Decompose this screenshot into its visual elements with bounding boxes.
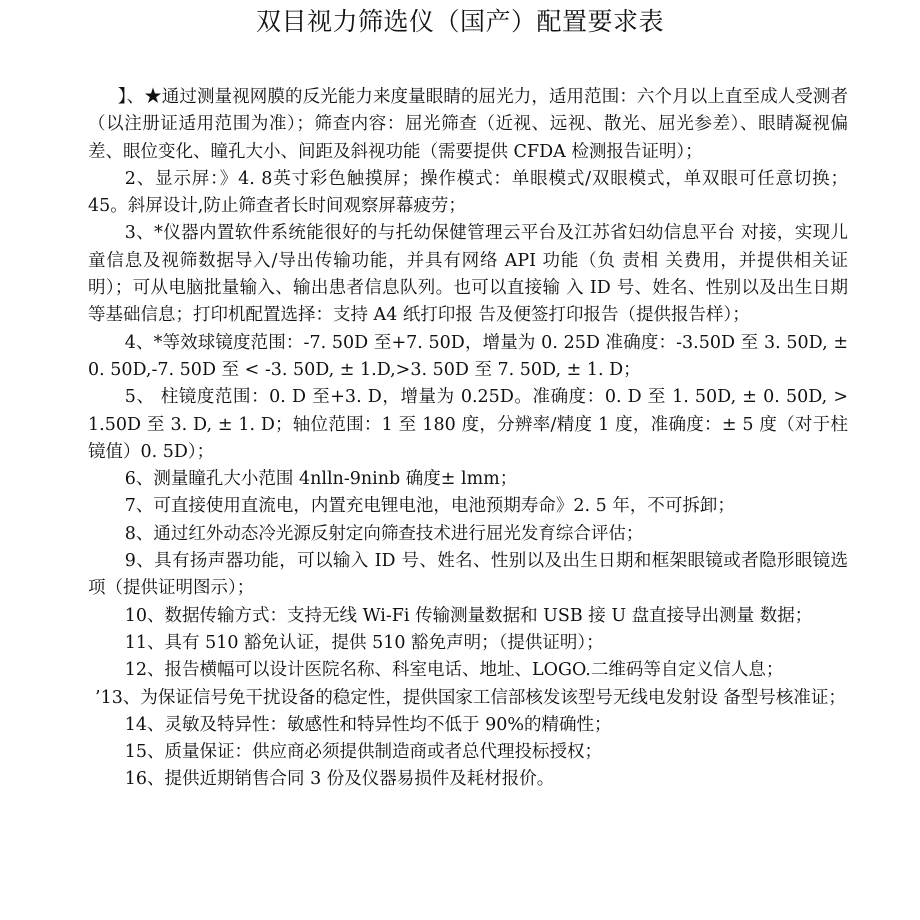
requirement-item-12: 12、报告横幅可以设计医院名称、科室电话、地址、LOGO.二维码等自定义信人息； — [124, 660, 784, 681]
requirement-item-9: 9、具有扬声器功能，可以输入 ID 号、姓名、性别以及出生日期和框架眼镜或者隐形眼镜选项（提供证明图示）； — [88, 551, 848, 599]
requirement-item-16: 16、提供近期销售合同 3 份及仪器易损件及耗材报价。 — [124, 769, 555, 790]
requirements-list — [88, 84, 848, 794]
requirement-item-3: 3、*仪器内置软件系统能很好的与托幼保健管理云平台及江苏省妇幼信息平台 对接，实现儿童信息及视筛数据导入/导出传输功能，并具有网络 API 功能（负 责相 关费用，并提供相关证明）；可从电脑批量输入、输出患者信息队列。也可以直接输 入 ID 号、姓名、性别以及出生日期等基础信息；打印机配置选择：支持 A4 纸打印报 告及便签打印报告（提供报告样）； — [88, 223, 848, 326]
requirement-item-11: 11、具有 510 豁免认证，提供 510 豁免声明；（提供证明）； — [124, 632, 604, 653]
document-title: 双目视力筛选仪（国产）配置要求表 — [255, 7, 664, 36]
requirement-item-7: 7、可直接使用直流电，内置充电锂电池，电池预期寿命》2. 5 年，不可拆卸； — [124, 496, 735, 517]
requirement-item-2: 2、显示屏：》4. 8英寸彩色触摸屏；操作模式：单眼模式/双眼模式，单双眼可任意切换；45。斜屏设计,防止筛查者长时间观察屏幕疲劳； — [88, 168, 848, 217]
requirement-item-15: 15、质量保证：供应商必须提供制造商或者总代理投标授权； — [124, 742, 603, 763]
requirement-item-14: 14、灵敏及特异性：敏感性和特异性均不低于 90%的精确性； — [124, 714, 612, 735]
requirement-item-1: 】、★通过测量视网膜的反光能力来度量眼睛的屈光力，适用范围：六个月以上直至成人受测者（以注册证适用范围为准）；筛查内容：屈光筛查（近视、远视、散光、屈光参差）、眼睛凝视偏差、眼位变化、瞳孔大小、间距及斜视功能（需要提供 CFDA 检测报告证明）； — [88, 87, 848, 162]
requirement-item-10: 10、数据传输方式：支持无线 Wi-Fi 传输测量数据和 USB 接 U 盘直接导出测量 数据； — [124, 605, 813, 626]
requirement-item-6: 6、测量瞳孔大小范围 4nlln-9ninb 确度± lmm； — [124, 469, 518, 490]
requirement-item-13: ’13、为保证信号免干扰设备的稳定性，提供国家工信部核发该型号无线电发射设 备型号核准证； — [95, 687, 846, 708]
requirement-item-5: 5、 柱镜度范围：0. D 至+3. D，增量为 0.25D。准确度：0. D 至 1. 50D, ± 0. 50D, > 1.50D 至 3. D, ± 1. D；轴位范围：1 至 180 度，分辨率/精度 1 度，准确度：± 5 度（对于柱镜值）0. 5D）； — [88, 387, 848, 462]
requirement-item-4: 4、*等效球镜度范围：-7. 50D 至+7. 50D，增量为 0. 25D 准确度：-3.50D 至 3. 50D, ± 0. 50D,-7. 50D 至 < -3. 50D, ± 1.D,>3. 50D 至 7. 50D, ± 1. D； — [88, 332, 848, 380]
requirement-item-8: 8、通过红外动态冷光源反射定向筛查技术进行屈光发育综合评估； — [124, 523, 644, 544]
